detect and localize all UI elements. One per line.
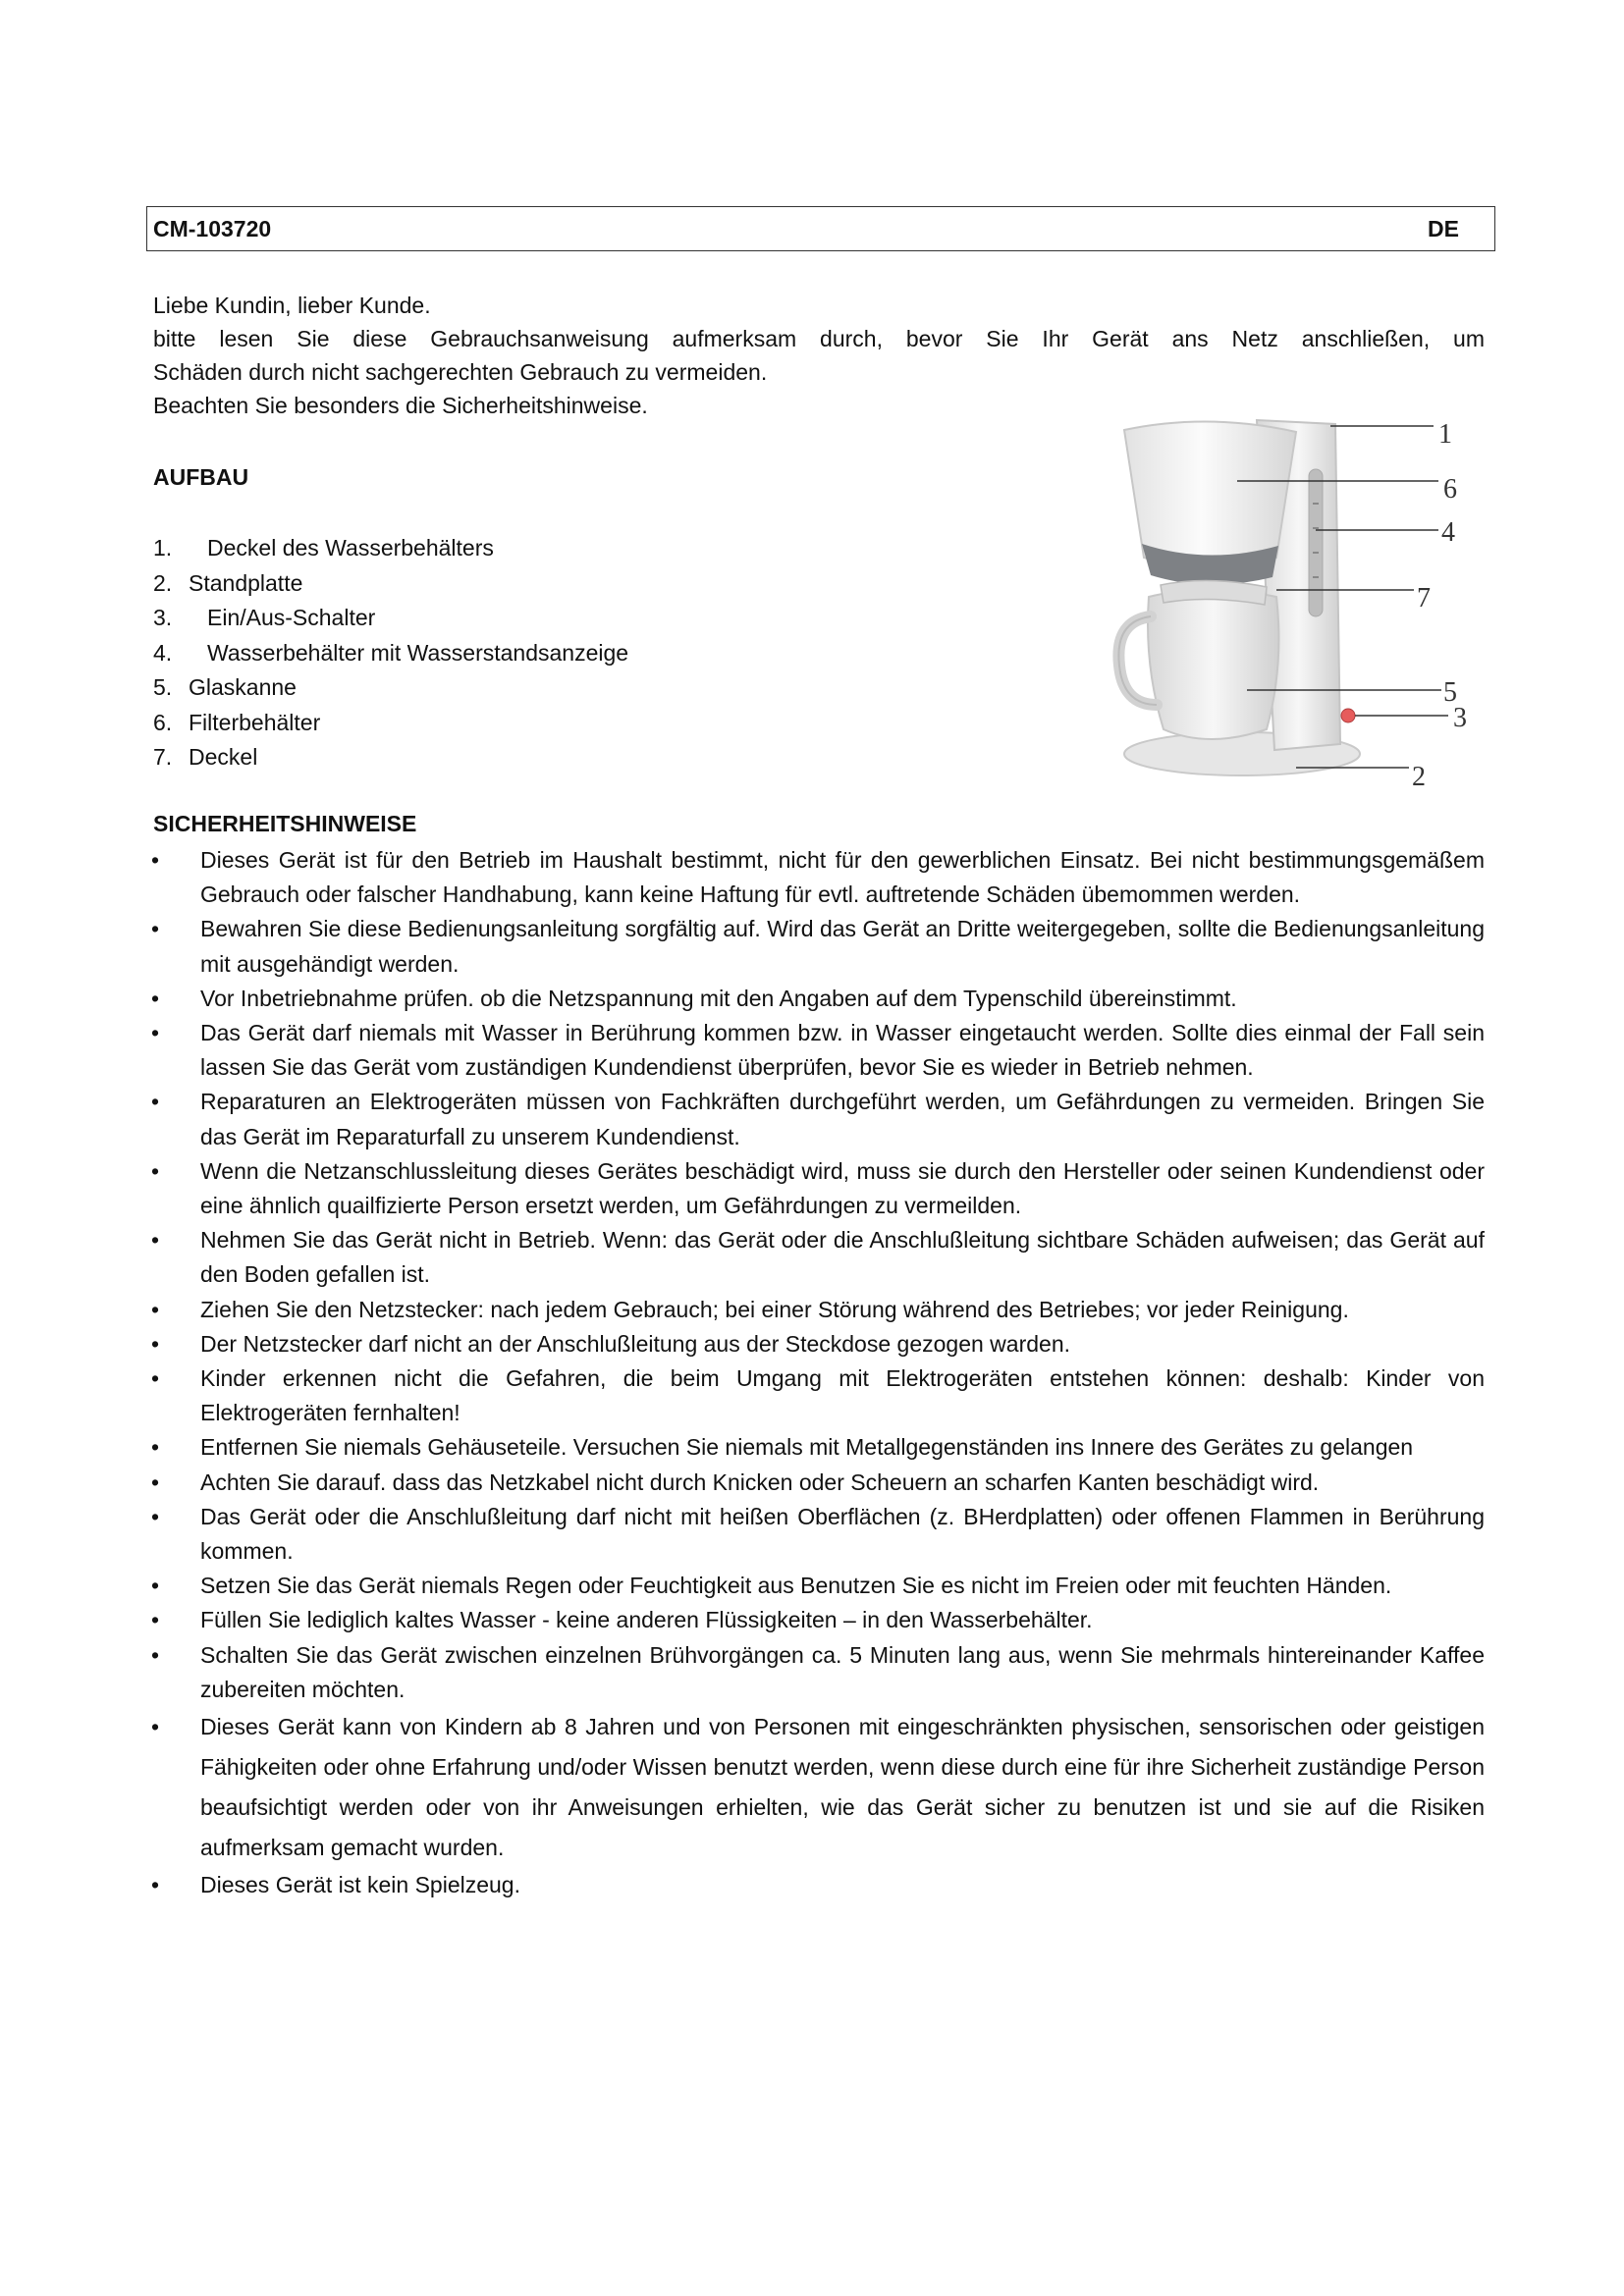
list-item-text: Reparaturen an Elektrogeräten müssen von Fachkräften durchgeführt werden, um Gefährdungen zu vermeiden. Bringen Sie das Gerät im Reparaturfall zu unserem Kundendienst. [200, 1089, 1485, 1149]
list-item [147, 1154, 1485, 1223]
bullet: • [151, 1872, 160, 1898]
list-item [147, 1430, 1485, 1465]
header-box [146, 206, 1495, 251]
list-item-text: Der Netzstecker darf nicht an der Anschlußleitung aus der Steckdose gezogen warden. [200, 1330, 1070, 1357]
bullet: • [151, 1227, 160, 1254]
list-item-text: Schalten Sie das Gerät zwischen einzelnen Brühvorgängen ca. 5 Minuten lang aus, wenn Sie mehrmals hintereinander Kaffee zubereiten möchten. [200, 1641, 1485, 1702]
bullet: • [151, 1296, 160, 1322]
bullet: • [151, 1714, 160, 1740]
list-item-text: Entfernen Sie niemals Gehäuseteile. Versuchen Sie niemals mit Metallgegenständen ins Innere des Gerätes zu gelangen [200, 1434, 1414, 1461]
list-item [147, 1223, 1485, 1292]
bullet: • [151, 1157, 160, 1184]
parts-item-number: 7. [153, 744, 173, 770]
parts-item-number: 1. [153, 535, 173, 561]
callout-3: 3 [1453, 703, 1467, 733]
parts-item [153, 601, 628, 636]
list-item [147, 982, 1485, 1016]
list-item [147, 1362, 1485, 1430]
intro-line-2: Schäden durch nicht sachgerechten Gebrauch zu vermeiden. [153, 359, 768, 385]
list-item-text: Wenn die Netzanschlussleitung dieses Gerätes beschädigt wird, muss sie durch den Hersteller oder seinen Kundendienst oder eine ähnlich quailfizierte Person ersetzt werden, um Gefährdungen zu vermeilden. [200, 1157, 1485, 1219]
callout-4: 4 [1441, 517, 1455, 548]
callout-1: 1 [1438, 419, 1452, 450]
parts-item [153, 706, 628, 741]
list-item [147, 1016, 1485, 1085]
list-item-text: Nehmen Sie das Gerät nicht in Betrieb. Wenn: das Gerät oder die Anschlußleitung sichtbare Schäden aufweisen; das Gerät auf den Boden gefallen ist. [200, 1227, 1485, 1288]
bullet: • [151, 985, 160, 1011]
parts-item-label: Deckel des Wasserbehälters [207, 535, 494, 561]
parts-item [153, 740, 628, 775]
list-item [147, 1707, 1485, 1868]
parts-item-number: 5. [153, 674, 173, 700]
bullet: • [151, 1573, 160, 1599]
bullet: • [151, 1365, 160, 1392]
intro-note: Beachten Sie besonders die Sicherheitshinweise. [153, 393, 648, 418]
intro [153, 289, 1485, 422]
bullet: • [151, 1503, 160, 1529]
parts-item [153, 636, 628, 671]
parts-list [153, 531, 628, 775]
model-number: CM-103720 [153, 215, 272, 241]
parts-item-number: 2. [153, 569, 173, 596]
list-item-text: Das Gerät darf niemals mit Wasser in Berührung kommen bzw. in Wasser eingetaucht werden. Sollte dies einmal der Fall sein lassen Sie das Gerät vom zuständigen Kundendienst überprüfen, bevor Sie es wieder in Betrieb nehmen. [200, 1020, 1485, 1081]
safety-list [147, 843, 1485, 1902]
language-code: DE [1428, 215, 1459, 241]
list-item [147, 843, 1485, 912]
list-item [147, 1569, 1485, 1603]
list-item-text: Dieses Gerät kann von Kindern ab 8 Jahren und von Personen mit eingeschränkten physischen, sensorischen oder geistigen Fähigkeiten oder ohne Erfahrung und/oder Wissen benutzt werden, wenn diese durch eine für ihre Sicherheit zuständige Person beaufsichtigt werden oder von ihr Anweisungen erhielten, wie das Gerät sicher zu benutzen ist und sie auf die Risiken aufmerksam gemacht wurden. [200, 1714, 1485, 1861]
parts-item [153, 531, 628, 566]
list-item [147, 912, 1485, 981]
parts-item [153, 670, 628, 706]
parts-item-number: 4. [153, 639, 173, 666]
parts-item [153, 566, 628, 602]
list-item-text: Ziehen Sie den Netzstecker: nach jedem Gebrauch; bei einer Störung während des Betriebes; vor jeder Reinigung. [200, 1296, 1349, 1322]
list-item [147, 1293, 1485, 1327]
bullet: • [151, 1607, 160, 1633]
power-switch [1341, 709, 1355, 722]
water-level-window [1309, 469, 1323, 616]
parts-item-label: Deckel [189, 744, 258, 770]
callout-7: 7 [1417, 583, 1431, 614]
list-item [147, 1603, 1485, 1637]
list-item [147, 1638, 1485, 1707]
list-item [147, 1466, 1485, 1500]
list-item [147, 1868, 1485, 1902]
bullet: • [151, 1641, 160, 1668]
bullet: • [151, 1468, 160, 1495]
bullet: • [151, 847, 160, 873]
list-item-text: Das Gerät oder die Anschlußleitung darf nicht mit heißen Oberflächen (z. BHerdplatten) oder offenen Flammen in Berührung kommen. [200, 1503, 1485, 1565]
callout-5: 5 [1443, 677, 1457, 708]
greeting: Liebe Kundin, lieber Kunde. [153, 293, 431, 318]
list-item-text: Setzen Sie das Gerät niemals Regen oder Feuchtigkeit aus Benutzen Sie es nicht im Freien oder mit feuchten Händen. [200, 1573, 1392, 1599]
list-item [147, 1327, 1485, 1362]
parts-item-label: Wasserbehälter mit Wasserstandsanzeige [207, 639, 629, 666]
list-item [147, 1085, 1485, 1153]
parts-item-label: Standplatte [189, 569, 303, 596]
carafe [1148, 590, 1278, 740]
coffee-maker-diagram [1110, 410, 1492, 803]
bullet: • [151, 1020, 160, 1046]
parts-item-label: Ein/Aus-Schalter [207, 605, 376, 630]
list-item-text: Dieses Gerät ist kein Spielzeug. [200, 1872, 520, 1898]
callout-6: 6 [1443, 474, 1457, 505]
list-item-text: Bewahren Sie diese Bedienungsanleitung sorgfältig auf. Wird das Gerät an Dritte weitergegeben, sollte die Bedienungsanleitung mit ausgehändigt werden. [200, 916, 1485, 977]
list-item-text: Dieses Gerät ist für den Betrieb im Haushalt bestimmt, nicht für den gewerblichen Einsatz. Bei nicht bestimmungsgemäßem Gebrauch oder falscher Handhabung, kann keine Haftung für evtl. auftretende Schäden übemommen werden. [200, 847, 1485, 908]
parts-item-label: Glaskanne [189, 674, 297, 700]
list-item-text: Kinder erkennen nicht die Gefahren, die beim Umgang mit Elektrogeräten entstehen können: deshalb: Kinder von Elektrogeräten fernhalten! [200, 1365, 1485, 1426]
bullet: • [151, 916, 160, 942]
bullet: • [151, 1434, 160, 1461]
aufbau-heading: AUFBAU [153, 464, 249, 490]
intro-line-1: bitte lesen Sie diese Gebrauchsanweisung aufmerksam durch, bevor Sie Ihr Gerät ans Netz anschließen, um [153, 326, 1485, 351]
list-item-text: Vor Inbetriebnahme prüfen. ob die Netzspannung mit den Angaben auf dem Typenschild übereinstimmt. [200, 985, 1237, 1011]
filter-holder [1124, 421, 1296, 566]
list-item-text: Achten Sie darauf. dass das Netzkabel nicht durch Knicken oder Scheuern an scharfen Kanten beschädigt wird. [200, 1468, 1320, 1495]
bullet: • [151, 1089, 160, 1115]
parts-item-number: 3. [153, 605, 173, 630]
parts-item-label: Filterbehälter [189, 709, 321, 735]
safety-heading: SICHERHEITSHINWEISE [153, 811, 417, 836]
callout-2: 2 [1412, 762, 1426, 792]
bullet: • [151, 1330, 160, 1357]
list-item-text: Füllen Sie lediglich kaltes Wasser - keine anderen Flüssigkeiten – in den Wasserbehälter. [200, 1607, 1093, 1633]
list-item [147, 1500, 1485, 1569]
parts-item-number: 6. [153, 709, 173, 735]
